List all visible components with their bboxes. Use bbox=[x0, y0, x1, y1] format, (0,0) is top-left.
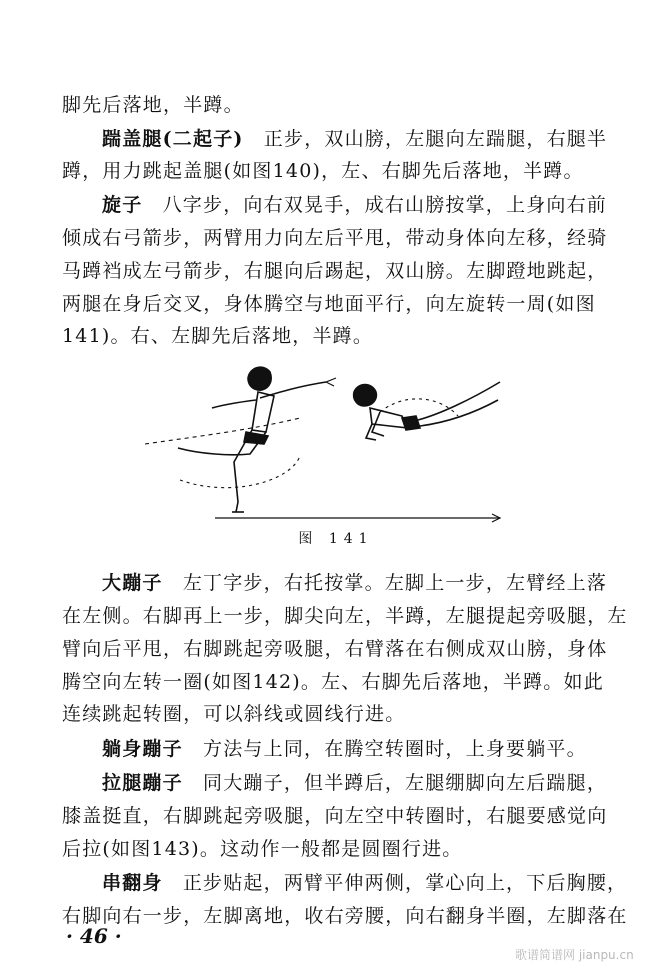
paragraph-text: 左丁字步，右托按掌。左脚上一步，左臂经上落 bbox=[182, 572, 608, 594]
page-number: · 46 · bbox=[66, 924, 122, 948]
term-heading: 旋子 bbox=[102, 194, 143, 216]
term-heading: 踹盖腿(二起子) bbox=[102, 128, 244, 150]
term-heading: 串翻身 bbox=[102, 872, 163, 894]
paragraph-text: 方法与上同，在腾空转圈时，上身要躺平。 bbox=[203, 738, 587, 760]
paragraph-line: 倾成右弓箭步，两臂用力向左后平甩，带动身体向左移，经骑 bbox=[62, 227, 608, 249]
paragraph-line: 连续跳起转圈，可以斜线或圆线行进。 bbox=[62, 703, 406, 725]
paragraph-line: 右脚向右一步，左脚离地，收右旁腰，向右翻身半圈，左脚落在 bbox=[62, 905, 628, 927]
figure-caption: 图 141 bbox=[298, 531, 374, 547]
site-watermark: 歌谱简谱网 jianpu.cn bbox=[515, 948, 634, 962]
paragraph-line bbox=[102, 570, 622, 596]
paragraph-line bbox=[102, 192, 622, 218]
paragraph-line: 在左侧。右脚再上一步，脚尖向左，半蹲，左腿提起旁吸腿，左 bbox=[62, 605, 628, 627]
paragraph-line bbox=[102, 870, 628, 896]
paragraph-text: 八字步，向右双晃手，成右山膀按掌，上身向右前 bbox=[162, 194, 608, 216]
paragraph-text: 正步贴起，两臂平伸两侧，掌心向上，下后胸腰， bbox=[182, 872, 628, 894]
paragraph-line: 蹲，用力跳起盖腿(如图140)，左、右脚先后落地，半蹲。 bbox=[62, 160, 584, 182]
paragraph-line: 后拉(如图143)。这动作一般都是圆圈行进。 bbox=[62, 838, 463, 860]
paragraph-line: 两腿在身后交叉，身体腾空与地面平行，向左旋转一周(如图 bbox=[62, 293, 596, 315]
dancer-drawing bbox=[140, 352, 520, 540]
paragraph-line: 脚先后落地，半蹲。 bbox=[62, 94, 244, 116]
paragraph-line: 腾空向左转一圈(如图142)。左、右脚先后落地，半蹲。如此 bbox=[62, 671, 604, 693]
term-heading: 大蹦子 bbox=[102, 572, 163, 594]
paragraph-line bbox=[102, 770, 622, 796]
paragraph-line: 马蹲裆成左弓箭步，右腿向后踢起，双山膀。左脚蹬地跳起， bbox=[62, 260, 608, 282]
term-heading: 躺身蹦子 bbox=[102, 738, 183, 760]
paragraph-line bbox=[102, 736, 622, 762]
term-heading: 拉腿蹦子 bbox=[102, 772, 183, 794]
paragraph-line: 141)。右、左脚先后落地，半蹲。 bbox=[62, 325, 374, 347]
paragraph-line: 臂向后平甩，右脚跳起旁吸腿，右臂落在右侧成双山膀，身体 bbox=[62, 638, 608, 660]
figure-141-illustration bbox=[140, 352, 520, 540]
paragraph-line bbox=[102, 126, 622, 152]
paragraph-text: 正步，双山膀，左腿向左踹腿，右腿半 bbox=[263, 128, 608, 150]
paragraph-line: 膝盖挺直，右脚跳起旁吸腿，向左空中转圈时，右腿要感觉向 bbox=[62, 805, 608, 827]
paragraph-text: 同大蹦子，但半蹲后，左腿绷脚向左后踹腿， bbox=[203, 772, 608, 794]
